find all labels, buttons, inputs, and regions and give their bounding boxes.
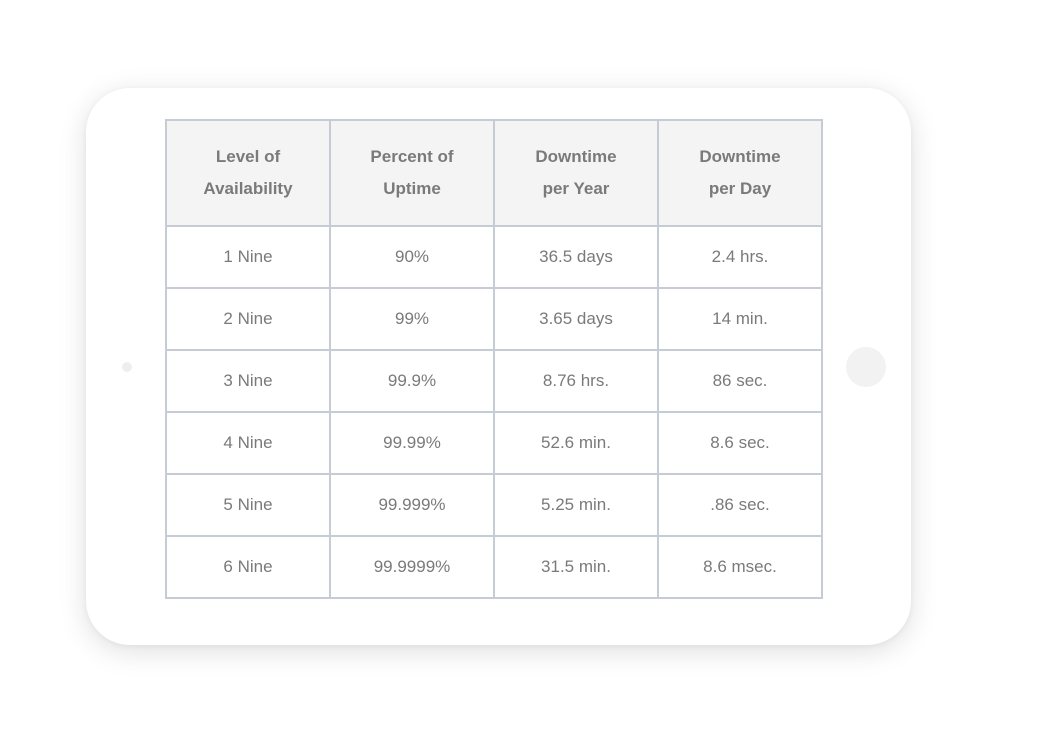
cell-downtime-day: 8.6 sec. xyxy=(658,412,822,474)
table-row xyxy=(166,412,822,474)
cell-uptime: 99.999% xyxy=(330,474,494,536)
header-level-of-availability: Level of Availability xyxy=(166,120,330,226)
cell-downtime-day: .86 sec. xyxy=(658,474,822,536)
table-row xyxy=(166,288,822,350)
header-percent-of-uptime: Percent of Uptime xyxy=(330,120,494,226)
cell-level: 5 Nine xyxy=(166,474,330,536)
cell-downtime-day: 14 min. xyxy=(658,288,822,350)
cell-uptime: 99.9999% xyxy=(330,536,494,598)
home-button[interactable] xyxy=(846,347,886,387)
availability-table xyxy=(165,119,823,599)
cell-downtime-day: 2.4 hrs. xyxy=(658,226,822,288)
cell-level: 4 Nine xyxy=(166,412,330,474)
cell-uptime: 99.99% xyxy=(330,412,494,474)
table-row xyxy=(166,536,822,598)
cell-uptime: 99.9% xyxy=(330,350,494,412)
cell-level: 2 Nine xyxy=(166,288,330,350)
table-row xyxy=(166,350,822,412)
cell-downtime-day: 86 sec. xyxy=(658,350,822,412)
table-row xyxy=(166,474,822,536)
header-downtime-per-year: Downtime per Year xyxy=(494,120,658,226)
cell-level: 6 Nine xyxy=(166,536,330,598)
cell-downtime-day: 8.6 msec. xyxy=(658,536,822,598)
header-downtime-per-day: Downtime per Day xyxy=(658,120,822,226)
cell-downtime-year: 36.5 days xyxy=(494,226,658,288)
cell-downtime-year: 3.65 days xyxy=(494,288,658,350)
table-header-row xyxy=(166,120,822,226)
cell-level: 3 Nine xyxy=(166,350,330,412)
cell-downtime-year: 8.76 hrs. xyxy=(494,350,658,412)
cell-downtime-year: 52.6 min. xyxy=(494,412,658,474)
cell-downtime-year: 31.5 min. xyxy=(494,536,658,598)
cell-uptime: 90% xyxy=(330,226,494,288)
camera-dot xyxy=(122,362,132,372)
cell-level: 1 Nine xyxy=(166,226,330,288)
table-row xyxy=(166,226,822,288)
cell-uptime: 99% xyxy=(330,288,494,350)
cell-downtime-year: 5.25 min. xyxy=(494,474,658,536)
